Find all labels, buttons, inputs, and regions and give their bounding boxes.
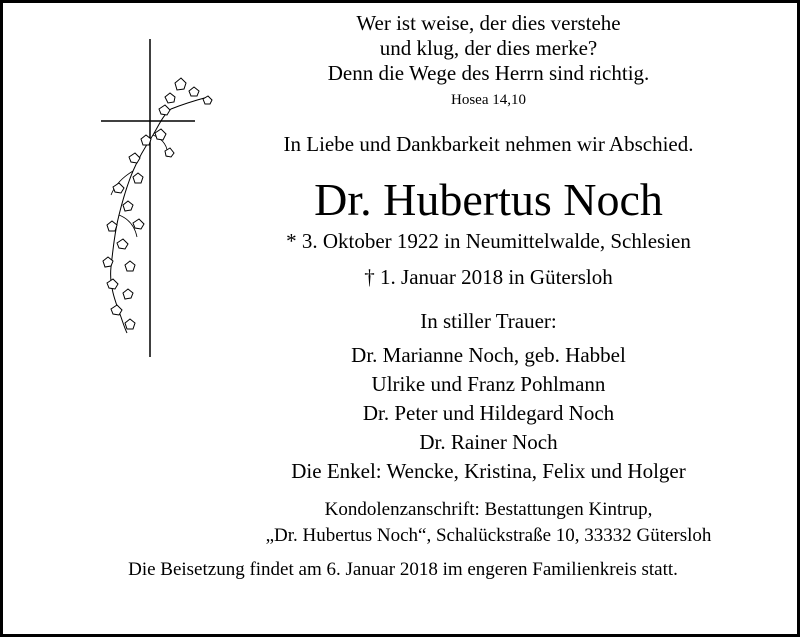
mourners-heading: In stiller Trauer: bbox=[420, 309, 557, 333]
mourner-name: Die Enkel: Wencke, Kristina, Felix und Holger bbox=[291, 459, 686, 483]
verse-line-2: und klug, der dies merke? bbox=[379, 36, 598, 60]
farewell-intro: In Liebe und Dankbarkeit nehmen wir Abschied. bbox=[283, 132, 694, 156]
verse-reference: Hosea 14,10 bbox=[451, 92, 526, 108]
mourner-name: Dr. Rainer Noch bbox=[419, 430, 558, 454]
deceased-name: Dr. Hubertus Noch bbox=[314, 174, 663, 225]
mourner-name: Ulrike und Franz Pohlmann bbox=[371, 372, 606, 396]
condolence-address-line-2: „Dr. Hubertus Noch“, Schalückstraße 10, 33332 Gütersloh bbox=[265, 525, 712, 546]
death-date: † 1. Januar 2018 in Gütersloh bbox=[364, 265, 613, 289]
mourner-name: Dr. Peter und Hildegard Noch bbox=[362, 401, 615, 425]
funeral-note: Die Beisetzung findet am 6. Januar 2018 im engeren Familienkreis statt. bbox=[128, 559, 678, 580]
verse-line-1: Wer ist weise, der dies verstehe bbox=[356, 11, 621, 35]
birth-date: * 3. Oktober 1922 in Neumittelwalde, Schlesien bbox=[286, 229, 691, 253]
cross-with-ivy-icon bbox=[93, 39, 223, 359]
mourner-name: Dr. Marianne Noch, geb. Habbel bbox=[351, 343, 626, 367]
condolence-address-line-1: Kondolenzanschrift: Bestattungen Kintrup, bbox=[324, 499, 653, 520]
verse-line-3: Denn die Wege des Herrn sind richtig. bbox=[327, 61, 650, 85]
